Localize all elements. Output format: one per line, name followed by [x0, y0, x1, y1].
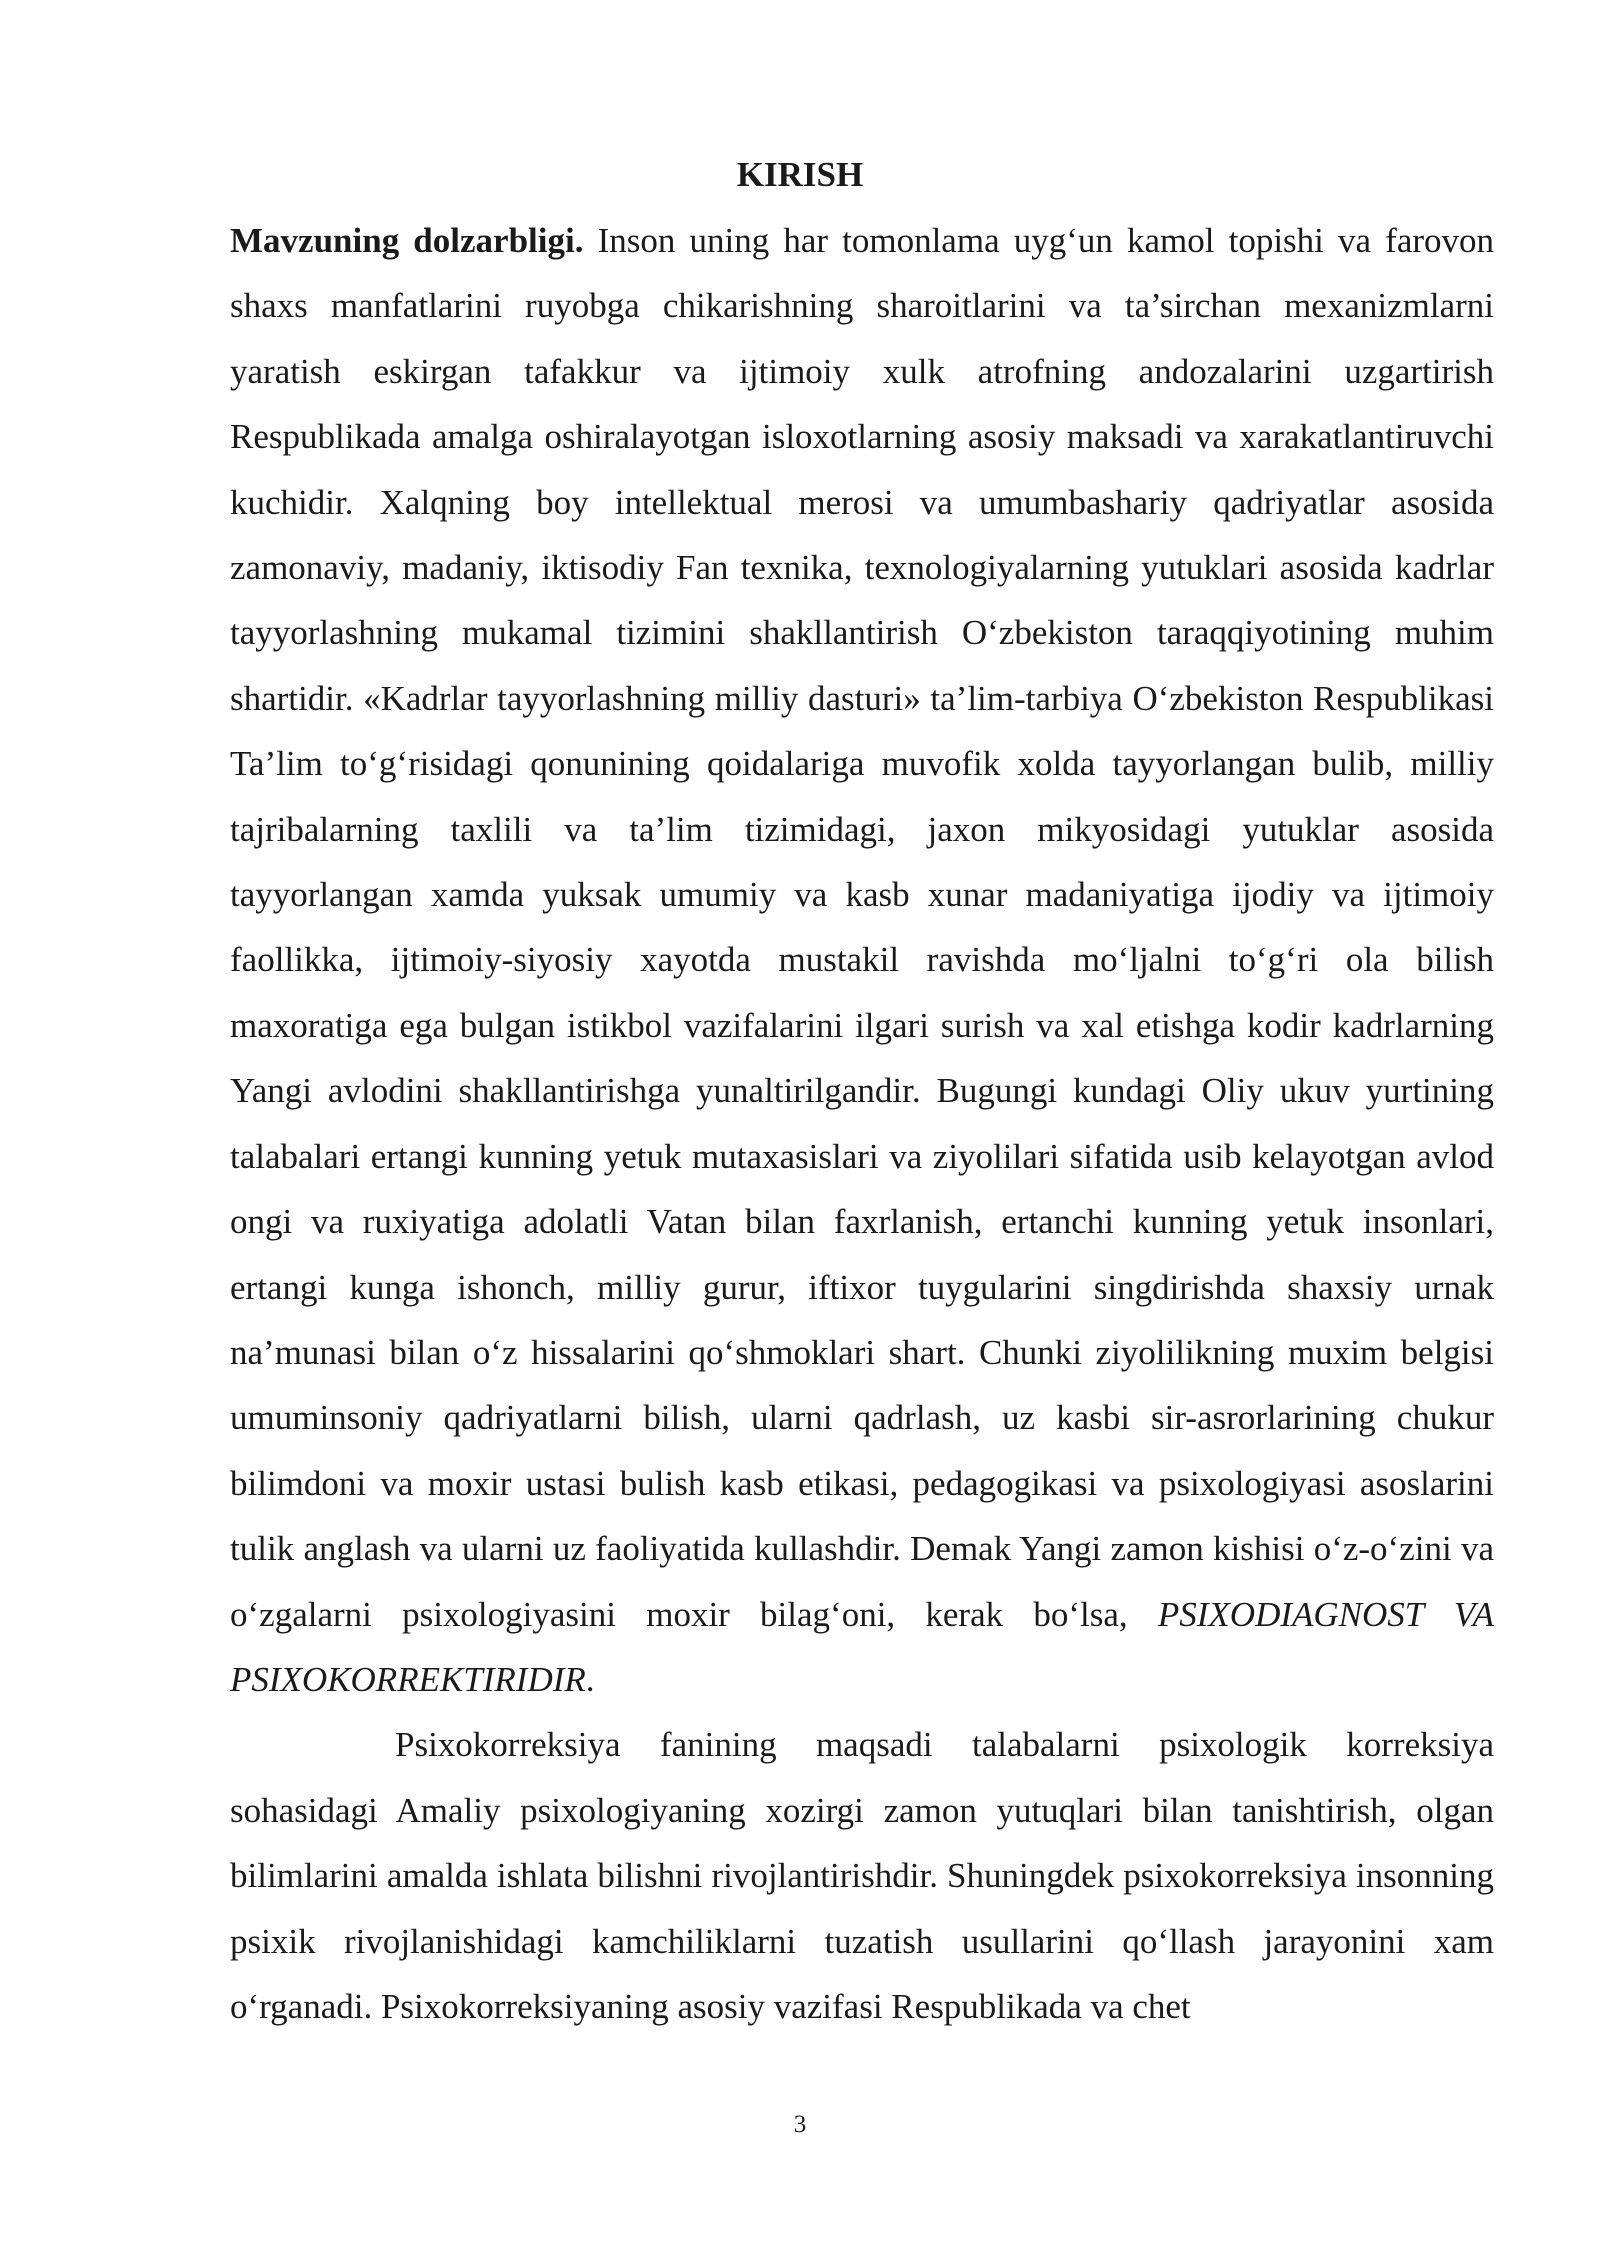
paragraph-relevance — [230, 208, 1494, 1712]
paragraph-psychocorrection-text: Psixokorreksiya fanining maqsadi talabalarni psixologik korreksiya sohasidagi Amaliy psixologiyaning xozirgi zamon yutuqlari bilan tanishtirish, olgan bilimlarini amalda ishlata bilishni rivojlantirishdir. Shuningdek psixokorreksiya insonning psixik rivojlanishidagi kamchiliklarni tuzatish usullarini qo‘llash jarayonini xam o‘rganadi. Psixokorreksiyaning asosiy vazifasi Respublikada va chet — [230, 1725, 1494, 2026]
body-text — [230, 208, 1494, 2039]
section-title: KIRISH — [736, 155, 864, 194]
paragraph-psychocorrection — [230, 1712, 1494, 2039]
lead-heading-punct: . — [574, 221, 584, 260]
page-number: 3 — [793, 2111, 807, 2138]
paragraph-lead-heading — [230, 221, 583, 260]
paragraph-italic-emphasis: PSIXODIAGNOST VA PSIXOKORREKTIRIDIR — [230, 1594, 1494, 1699]
paragraph-end-punct: . — [585, 1659, 595, 1699]
paragraph-relevance-text: Inson uning har tomonlama uyg‘un kamol topishi va farovon shaxs manfatlarini ruyobga chikarishning sharoitlarini va ta’sirchan mexanizmlarni yaratish eskirgan tafakkur va ijtimoiy xulk atrofning andozalarini uzgartirish Respublikada amalga oshiralayotgan isloxotlarning asosiy maksadi va xarakatlantiruvchi kuchidir. Xalqning boy intellektual merosi va umumbashariy qadriyatlar asosida zamonaviy, madaniy, iktisodiy Fan texnika, texnologiyalarning yutuklari asosida kadrlar tayyorlashning mukamal tizimini shakllantirish O‘zbekiston taraqqiyotining muhim shartidir. «Kadrlar tayyorlashning milliy dasturi» ta’lim-tarbiya O‘zbekiston Respublikasi Ta’lim to‘g‘risidagi qonunining qoidalariga muvofik xolda tayyorlangan bulib, milliy tajribalarning taxlili va ta’lim tizimidagi, jaxon mikyosidagi yutuklar asosida tayyorlangan xamda yuksak umumiy va kasb xunar madaniyatiga ijodiy va ijtimoiy faollikka, ijtimoiy-siyosiy xayotda mustakil ravishda mo‘ljalni to‘g‘ri ola bilish maxoratiga ega bulgan istikbol vazifalarini ilgari surish va xal etishga kodir kadrlarning Yangi avlodini shakllantirishga yunaltirilgandir. Bugungi kundagi Oliy ukuv yurtining talabalari ertangi kunning yetuk mutaxasislari va ziyolilari sifatida usib kelayotgan avlod ongi va ruxiyatiga adolatli Vatan bilan faxrlanish, ertanchi kunning yetuk insonlari, ertangi kunga ishonch, milliy gurur, iftixor tuygularini singdirishda shaxsiy urnak na’munasi bilan o‘z hissalarini qo‘shmoklari shart. Chunki ziyolilikning muxim belgisi umuminsoniy qadriyatlarni bilish, ularni qadrlash, uz kasbi sir-asrorlarining chukur bilimdoni va moxir ustasi bulish kasb etikasi, pedagogikasi va psixologiyasi asoslarini tulik anglash va ularni uz faoliyatida kullashdir. Demak Yangi zamon kishisi o‘z-o‘zini va o‘zgalarni psixologiyasini moxir bilag‘oni, kerak bo‘lsa, — [230, 221, 1495, 1634]
lead-heading-text: Mavzuning dolzarbligi — [230, 221, 575, 260]
